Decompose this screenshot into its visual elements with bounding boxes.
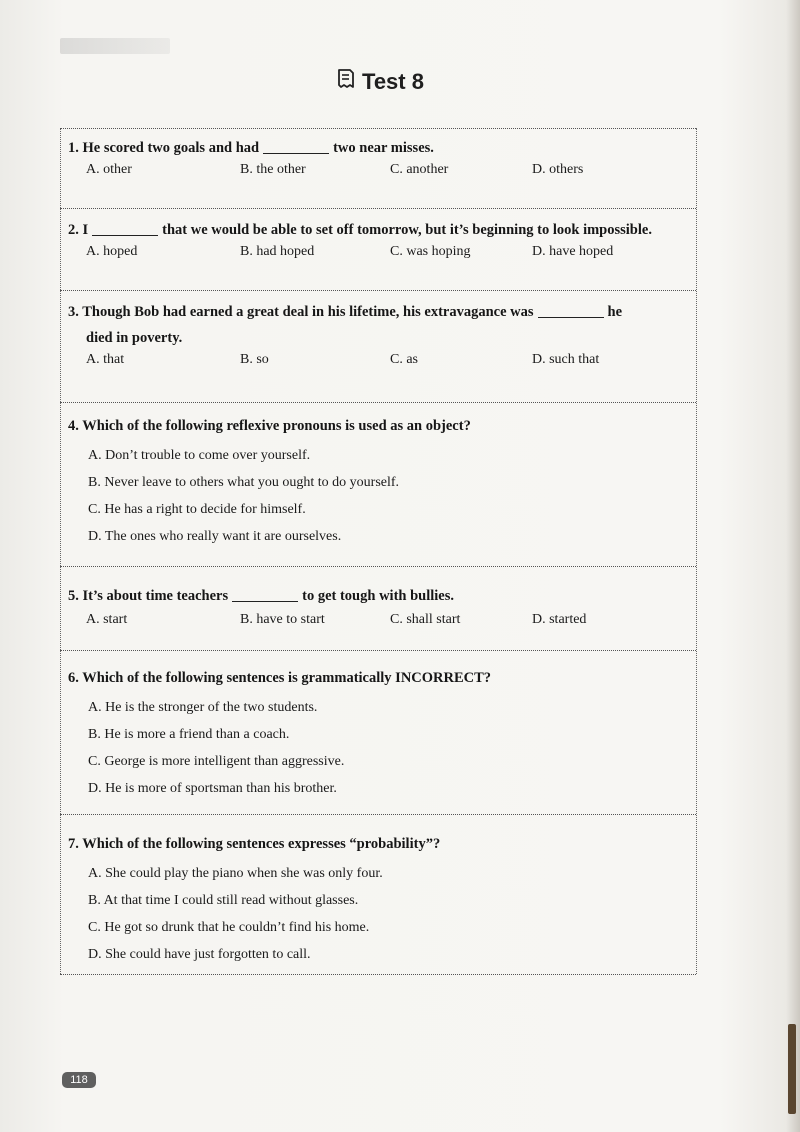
divider <box>60 208 696 209</box>
divider <box>60 402 696 403</box>
option-d[interactable]: D. started <box>532 612 587 627</box>
question-number: 2. <box>68 222 79 238</box>
question-stem <box>68 416 693 436</box>
answer-blank <box>538 317 604 318</box>
title-area <box>0 68 760 96</box>
stem-text: I <box>82 222 89 238</box>
option-d[interactable]: D. have hoped <box>532 244 614 259</box>
options-row <box>68 352 693 376</box>
question-3 <box>68 302 693 376</box>
option-a[interactable]: A. She could play the piano when she was only four. <box>88 866 383 881</box>
option-a[interactable]: A. hoped <box>86 244 138 259</box>
option-c[interactable]: C. as <box>390 352 418 367</box>
answer-blank <box>232 601 298 602</box>
option-a[interactable]: A. that <box>86 352 125 367</box>
stem-text: Which of the following sentences is grammatically INCORRECT? <box>82 670 492 686</box>
question-stem <box>68 668 693 688</box>
stem-text: two near misses. <box>333 140 434 156</box>
options-row <box>68 244 693 268</box>
question-stem <box>68 834 693 854</box>
faded-header <box>60 38 170 54</box>
question-1 <box>68 138 693 186</box>
option-c[interactable]: C. He got so drunk that he couldn’t find his home. <box>88 920 370 935</box>
stem-text: Which of the following sentences expresses “probability”? <box>82 836 441 852</box>
question-stem <box>68 138 693 158</box>
divider-top <box>60 128 696 129</box>
options-list <box>68 860 693 968</box>
page-spine-shadow <box>786 0 800 1132</box>
question-stem <box>68 220 693 240</box>
question-number: 1. <box>68 140 79 156</box>
option-a[interactable]: A. He is the stronger of the two students. <box>88 700 318 715</box>
question-number: 4. <box>68 418 79 434</box>
option-b[interactable]: B. He is more a friend than a coach. <box>88 727 290 742</box>
frame-right-border <box>696 128 697 974</box>
options-list <box>68 694 693 802</box>
option-c[interactable]: C. He has a right to decide for himself. <box>88 502 306 517</box>
answer-blank <box>92 235 158 236</box>
question-number: 7. <box>68 836 79 852</box>
answer-blank <box>263 153 329 154</box>
stem-continuation: died in poverty. <box>86 330 183 346</box>
option-d[interactable]: D. He is more of sportsman than his brother. <box>88 781 337 796</box>
stem-text: He scored two goals and had <box>82 140 260 156</box>
option-b[interactable]: B. the other <box>240 162 306 177</box>
divider <box>60 650 696 651</box>
question-5 <box>68 586 693 636</box>
option-b[interactable]: B. had hoped <box>240 244 315 259</box>
divider-bottom <box>60 974 696 975</box>
option-d[interactable]: D. She could have just forgotten to call. <box>88 947 311 962</box>
question-4 <box>68 416 693 550</box>
options-row <box>68 162 693 186</box>
stem-text: Though Bob had earned a great deal in his lifetime, his extravagance was <box>82 304 534 320</box>
stem-text: Which of the following reflexive pronouns is used as an object? <box>82 418 471 434</box>
question-stem <box>68 586 693 606</box>
option-d[interactable]: D. others <box>532 162 584 177</box>
divider <box>60 290 696 291</box>
option-b[interactable]: B. so <box>240 352 269 367</box>
option-c[interactable]: C. shall start <box>390 612 461 627</box>
page-number: 118 <box>62 1072 96 1088</box>
stem-text: that we would be able to set off tomorrow, but it’s beginning to look impossible. <box>162 222 652 238</box>
option-c[interactable]: C. was hoping <box>390 244 471 259</box>
option-b[interactable]: B. At that time I could still read without glasses. <box>88 893 359 908</box>
options-list <box>68 442 693 550</box>
stem-text: to get tough with bullies. <box>302 588 455 604</box>
option-a[interactable]: A. other <box>86 162 132 177</box>
option-a[interactable]: A. Don’t trouble to come over yourself. <box>88 448 311 463</box>
divider <box>60 814 696 815</box>
option-d[interactable]: D. such that <box>532 352 600 367</box>
option-b[interactable]: B. Never leave to others what you ought to do yourself. <box>88 475 400 490</box>
question-number: 5. <box>68 588 79 604</box>
stem-text: he <box>607 304 623 320</box>
question-stem <box>68 302 693 322</box>
page-edge-mark <box>788 1024 796 1114</box>
page-title <box>336 68 424 96</box>
question-7 <box>68 834 693 968</box>
option-d[interactable]: D. The ones who really want it are ourselves. <box>88 529 342 544</box>
option-a[interactable]: A. start <box>86 612 128 627</box>
option-c[interactable]: C. another <box>390 162 449 177</box>
divider <box>60 566 696 567</box>
question-2 <box>68 220 693 268</box>
stem-text: It’s about time teachers <box>82 588 229 604</box>
test-icon <box>336 68 356 96</box>
question-number: 3. <box>68 304 79 320</box>
option-c[interactable]: C. George is more intelligent than aggressive. <box>88 754 345 769</box>
frame-left-border <box>60 128 61 974</box>
title-text: Test 8 <box>362 69 424 94</box>
question-6 <box>68 668 693 802</box>
options-row <box>68 612 693 636</box>
option-b[interactable]: B. have to start <box>240 612 325 627</box>
question-number: 6. <box>68 670 79 686</box>
